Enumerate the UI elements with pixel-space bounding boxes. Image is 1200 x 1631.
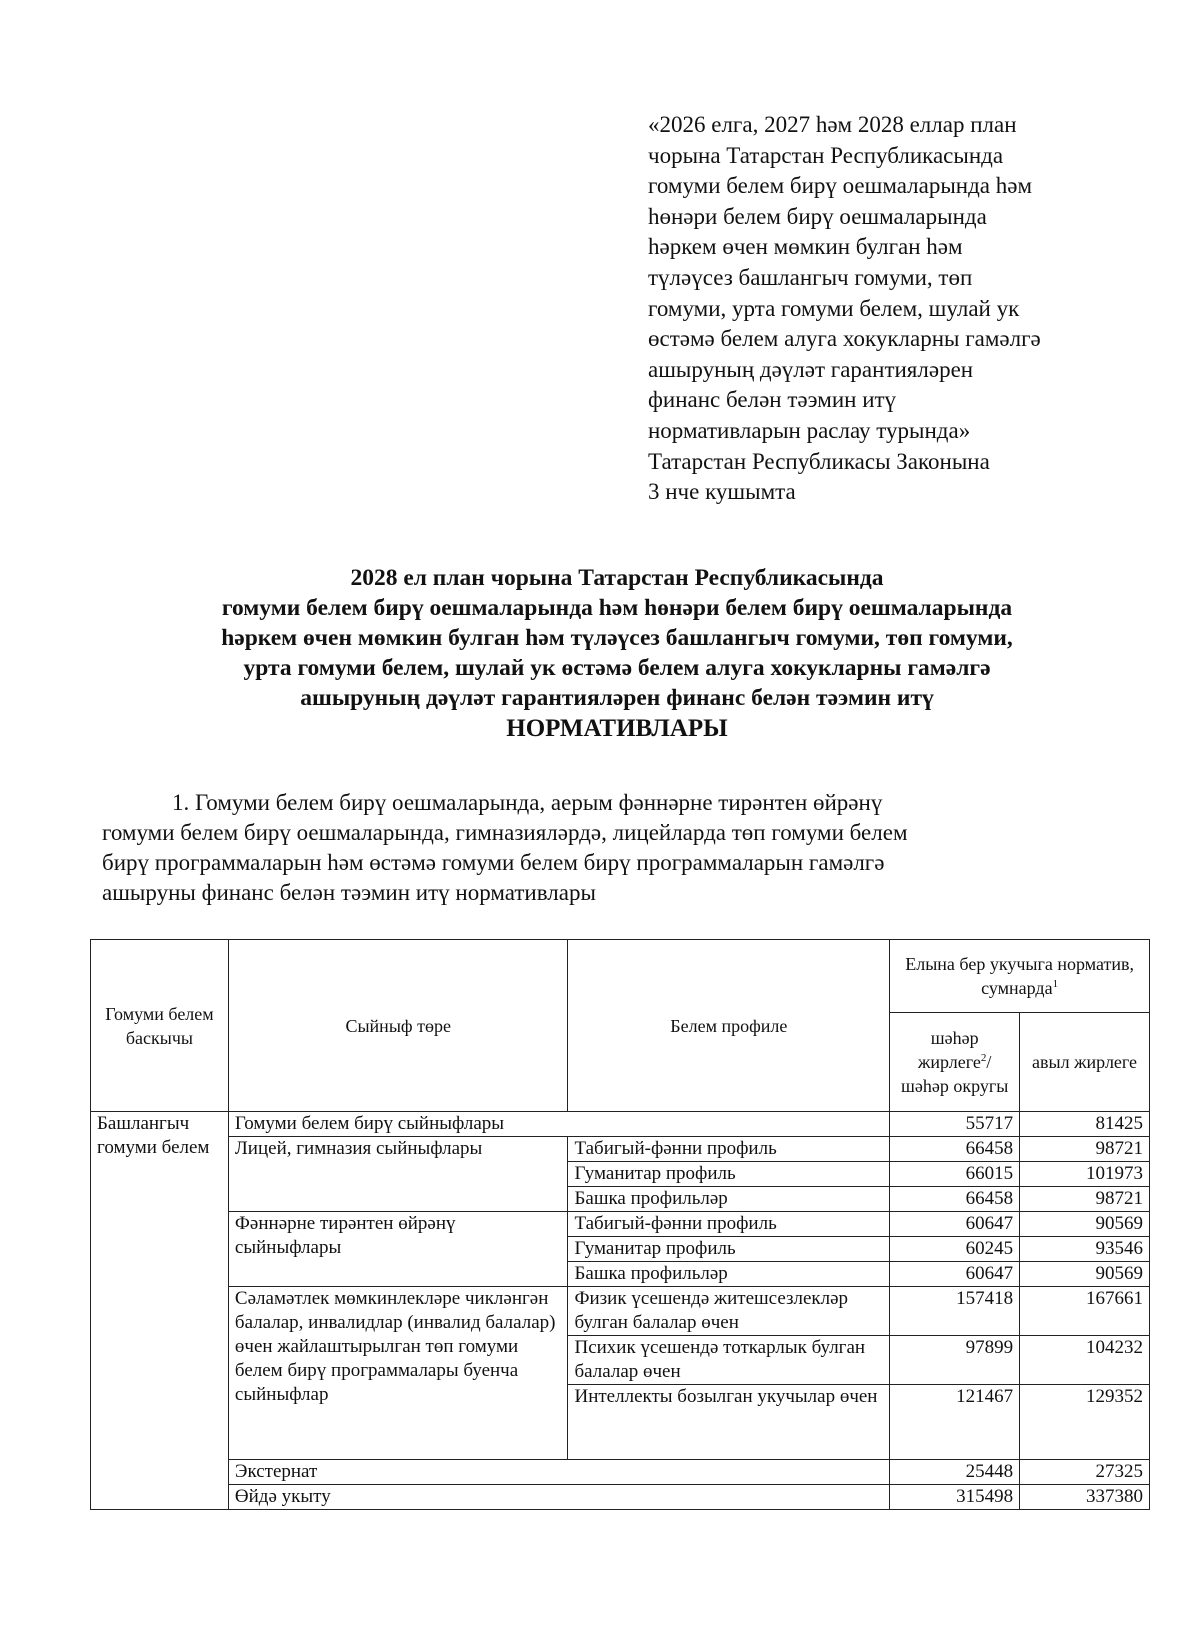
header-profile: Белем профиле <box>568 940 890 1112</box>
rural-value: 81425 <box>1020 1112 1150 1137</box>
urban-value: 25448 <box>890 1460 1020 1485</box>
heading-line: гомуми белем бирү оешмаларында һәм һөнәри белем бирү оешмаларында <box>221 595 1013 621</box>
attachment-line: түләүсез башлангыч гомуми, төп <box>648 264 973 290</box>
header-urban-b: / шәһәр округы <box>901 1052 1009 1096</box>
table-row <box>91 1137 1150 1162</box>
norms-table <box>90 939 1150 1510</box>
profile-cell: Физик үсешендә житешсезлекләр булган балалар өчен <box>568 1287 890 1336</box>
urban-value: 66015 <box>890 1162 1020 1187</box>
header-level: Гомуми белем баскычы <box>91 940 229 1112</box>
heading-line: 2028 ел план чорына Татарстан Республикасында <box>350 565 884 591</box>
attachment-line: 3 нче кушымта <box>648 479 796 505</box>
footnote-marker: 1 <box>1052 978 1059 990</box>
rural-value: 90569 <box>1020 1262 1150 1287</box>
urban-value: 97899 <box>890 1336 1020 1385</box>
class-type-cell: Сәламәтлек мөмкинлекләре чикләнгән балалар, инвалидлар (инвалид балалар) өчен жайлаштырылган төп гомуми белем бирү программалары буенча сыйныфлар <box>228 1287 568 1460</box>
footnote-marker: 2 <box>980 1052 987 1064</box>
class-type-cell: Гомуми белем бирү сыйныфлары <box>228 1112 889 1137</box>
rural-value: 104232 <box>1020 1336 1150 1385</box>
rural-value: 90569 <box>1020 1212 1150 1237</box>
rural-value: 337380 <box>1020 1485 1150 1510</box>
rural-value: 167661 <box>1020 1287 1150 1336</box>
profile-cell: Башка профильләр <box>568 1187 890 1212</box>
profile-cell: Психик үсешендә тоткарлык булган балалар өчен <box>568 1336 890 1385</box>
header-norm <box>890 940 1150 1013</box>
heading-title: НОРМАТИВЛАРЫ <box>506 715 728 742</box>
attachment-line: финанс белән тәэмин итү <box>648 387 897 413</box>
urban-value: 157418 <box>890 1287 1020 1336</box>
paragraph-line: гомуми белем бирү оешмаларында, гимназияләрдә, лицейларда төп гомуми белем <box>102 820 908 845</box>
class-type-cell: Өйдә укыту <box>228 1485 889 1510</box>
header-class-type: Сыйныф төре <box>228 940 568 1112</box>
heading-line: һәркем өчен мөмкин булган һәм түләүсез башлангыч гомуми, төп гомуми, <box>221 625 1013 651</box>
urban-value: 66458 <box>890 1187 1020 1212</box>
attachment-line: Татарстан Республикасы Законына <box>648 448 990 474</box>
header-rural: авыл жирлеге <box>1020 1013 1150 1112</box>
header-urban <box>890 1013 1020 1112</box>
table-row <box>91 1212 1150 1237</box>
document-heading <box>60 563 1174 744</box>
table-row <box>91 1485 1150 1510</box>
rural-value: 129352 <box>1020 1385 1150 1460</box>
urban-value: 60245 <box>890 1237 1020 1262</box>
table-row <box>91 1112 1150 1137</box>
attachment-line: нормативларын раслау турында» <box>648 417 971 443</box>
level-cell: Башлангыч гомуми белем <box>91 1112 229 1510</box>
urban-value: 55717 <box>890 1112 1020 1137</box>
profile-cell: Табигый-фәнни профиль <box>568 1137 890 1162</box>
profile-cell: Интеллекты бозылган укучылар өчен <box>568 1385 890 1460</box>
paragraph-line: бирү программаларын һәм өстәмә гомуми белем бирү программаларын гамәлгә <box>102 850 885 875</box>
attachment-line: «2026 елга, 2027 һәм 2028 еллар план <box>648 112 1017 137</box>
class-type-cell: Фәннәрне тирәнтен өйрәнү сыйныфлары <box>228 1212 568 1287</box>
header-urban-a: шәһәр жирлеге <box>917 1028 981 1072</box>
urban-value: 66458 <box>890 1137 1020 1162</box>
attachment-line: һәркем өчен мөмкин булган һәм <box>648 234 963 260</box>
paragraph-line: 1. Гомуми белем бирү оешмаларында, аерым фәннәрне тирәнтен өйрәнү <box>172 790 883 815</box>
attachment-line: чорына Татарстан Республикасында <box>648 142 1004 168</box>
profile-cell: Гуманитар профиль <box>568 1162 890 1187</box>
profile-cell: Гуманитар профиль <box>568 1237 890 1262</box>
attachment-line: ашыруның дәүләт гарантияләрен <box>648 356 974 382</box>
urban-value: 60647 <box>890 1262 1020 1287</box>
profile-cell: Башка профильләр <box>568 1262 890 1287</box>
attachment-line: һөнәри белем бирү оешмаларында <box>648 203 987 229</box>
class-type-cell: Лицей, гимназия сыйныфлары <box>228 1137 568 1212</box>
rural-value: 98721 <box>1020 1137 1150 1162</box>
attachment-note <box>648 110 1168 508</box>
rural-value: 101973 <box>1020 1162 1150 1187</box>
attachment-line: гомуми, урта гомуми белем, шулай ук <box>648 295 1020 321</box>
paragraph-line: ашыруны финанс белән тәэмин итү нормативлары <box>102 880 596 905</box>
urban-value: 121467 <box>890 1385 1020 1460</box>
urban-value: 60647 <box>890 1212 1020 1237</box>
rural-value: 98721 <box>1020 1187 1150 1212</box>
urban-value: 315498 <box>890 1485 1020 1510</box>
attachment-line: өстәмә белем алуга хокукларны гамәлгә <box>648 326 1041 352</box>
rural-value: 27325 <box>1020 1460 1150 1485</box>
heading-line: урта гомуми белем, шулай ук өстәмә белем алуга хокукларны гамәлгә <box>243 655 991 681</box>
table-row <box>91 1460 1150 1485</box>
header-norm-text: Елына бер укучыга норматив, сумнарда <box>905 954 1134 998</box>
class-type-cell: Экстернат <box>228 1460 889 1485</box>
rural-value: 93546 <box>1020 1237 1150 1262</box>
profile-cell: Табигый-фәнни профиль <box>568 1212 890 1237</box>
attachment-line: гомуми белем бирү оешмаларында һәм <box>648 173 1033 199</box>
section-paragraph <box>102 788 1132 908</box>
heading-line: ашыруның дәүләт гарантияләрен финанс белән тәэмин итү <box>300 685 934 711</box>
table-row <box>91 1287 1150 1336</box>
